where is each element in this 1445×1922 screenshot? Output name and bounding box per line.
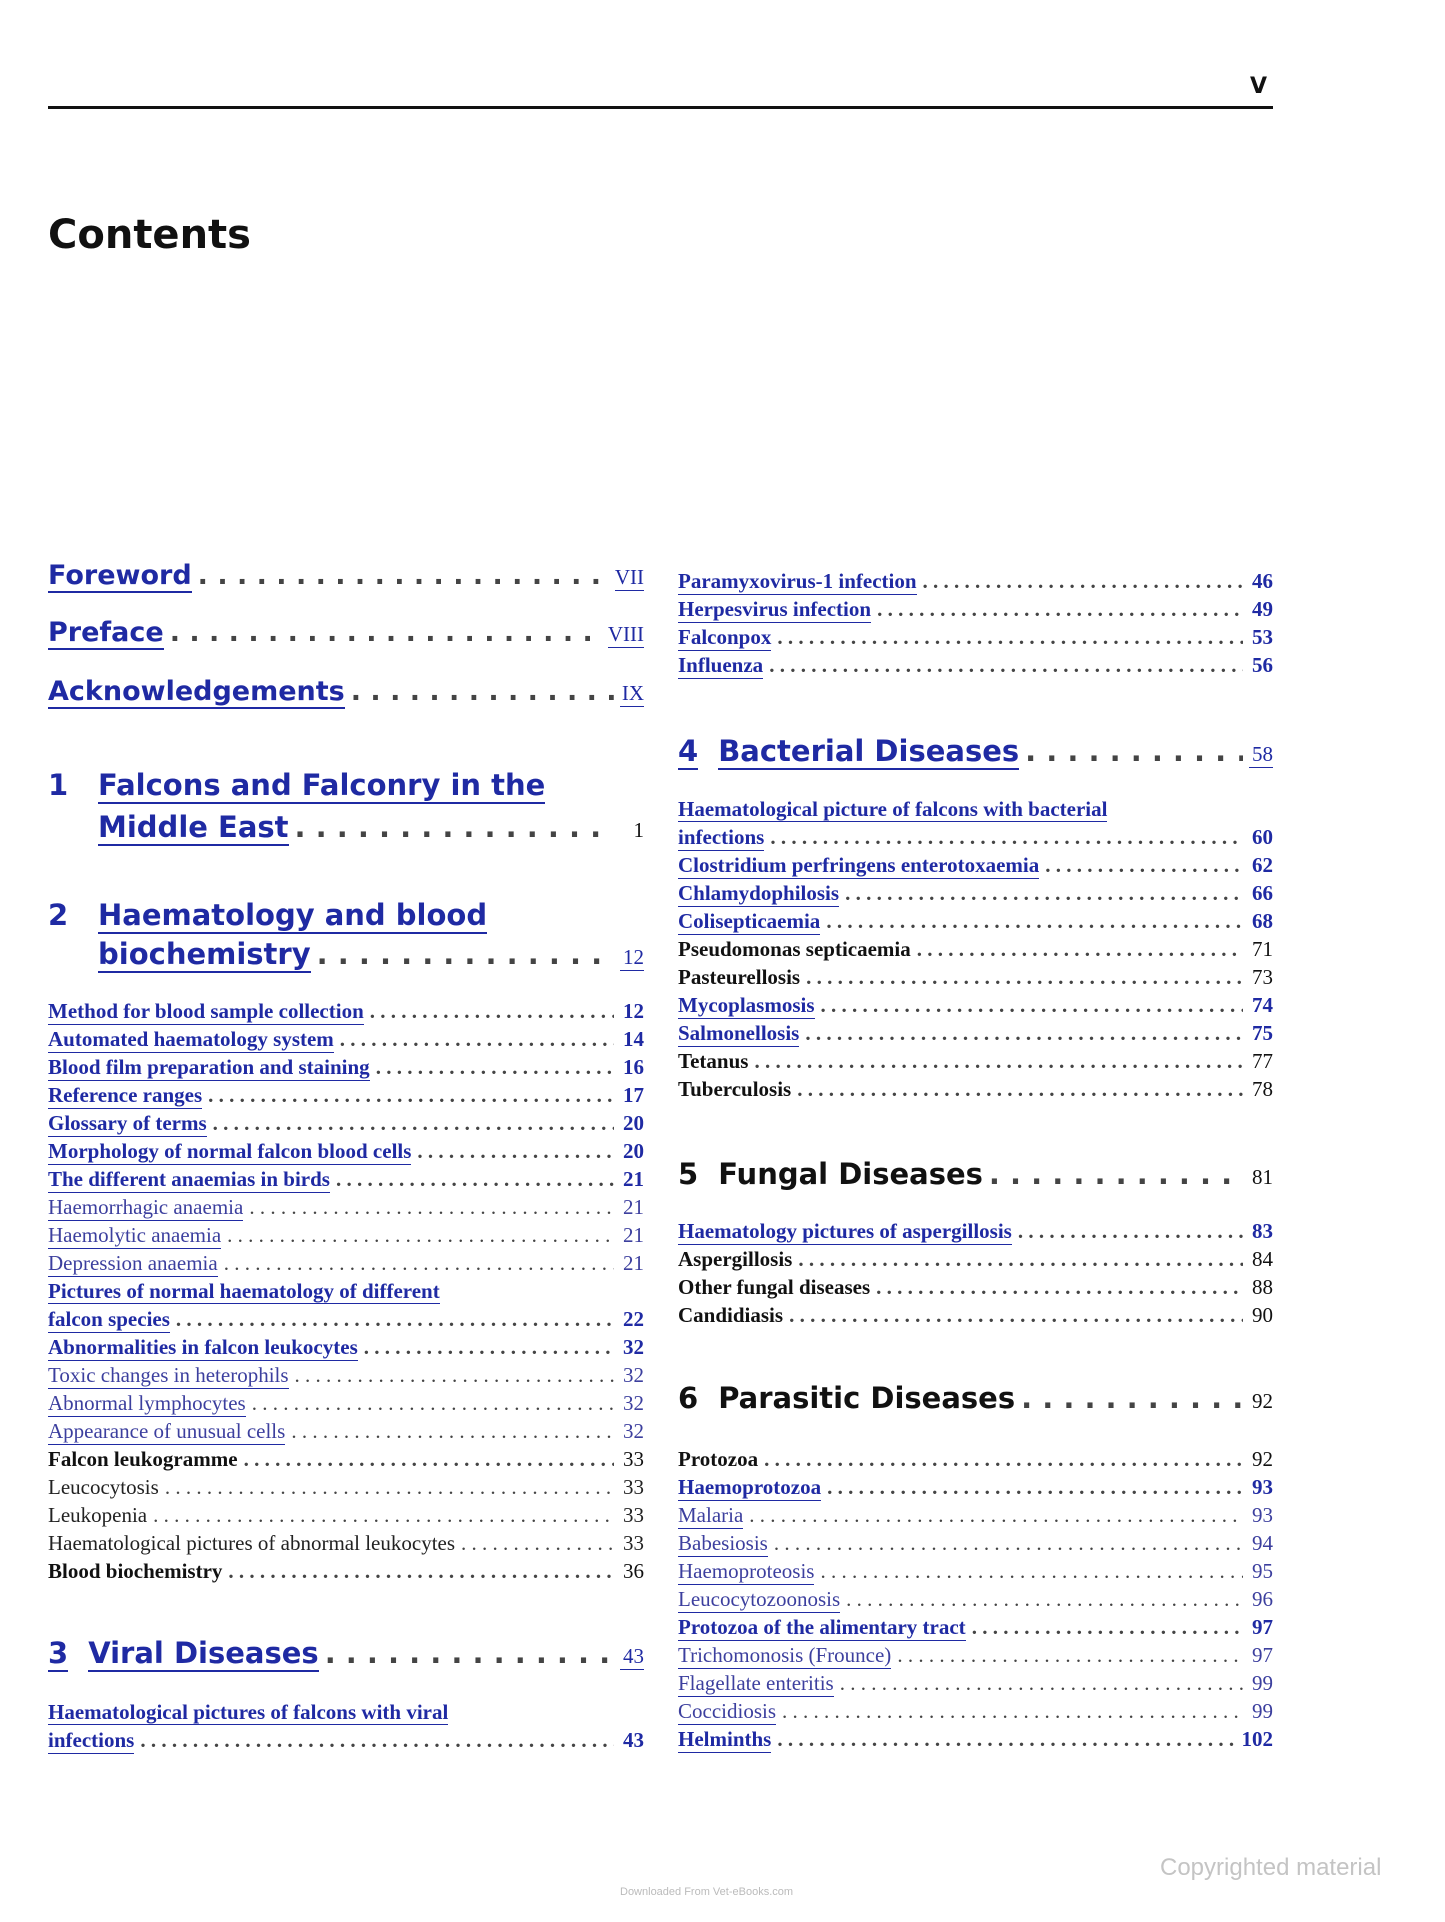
toc-entry (678, 1049, 1273, 1077)
copyright-watermark: Copyrighted material (1160, 1854, 1382, 1881)
toc-entry-label: Preface (48, 617, 164, 648)
leader-dots (249, 1195, 614, 1220)
chapter-title: Parasitic Diseases (718, 1381, 1016, 1415)
leader-dots (827, 1475, 1243, 1500)
toc-entry[interactable] (678, 1219, 1273, 1247)
toc-entry-label: Babesiosis (678, 1531, 768, 1555)
leader-dots (370, 999, 614, 1024)
toc-entry-page: 84 (1252, 1247, 1273, 1271)
toc-entry[interactable] (678, 653, 1273, 681)
chapter-title-line1: Haematology and blood (98, 898, 488, 932)
leader-dots (317, 937, 614, 971)
toc-subentry[interactable] (678, 1587, 1273, 1615)
toc-entry-page: 21 (623, 1195, 644, 1219)
toc-entry[interactable] (48, 1027, 644, 1055)
leader-dots (340, 1027, 614, 1052)
leader-dots (198, 560, 609, 591)
toc-entry-page: 71 (1252, 937, 1273, 961)
leader-dots (917, 937, 1243, 962)
toc-entry (678, 1447, 1273, 1475)
toc-entry[interactable] (678, 597, 1273, 625)
toc-entry-page: 16 (623, 1055, 644, 1079)
toc-entry-label: Pseudomonas septicaemia (678, 937, 911, 961)
toc-entry[interactable] (678, 569, 1273, 597)
leader-dots (770, 825, 1243, 850)
toc-entry-page: 102 (1241, 1727, 1273, 1751)
leader-dots (170, 617, 602, 648)
leader-dots (1045, 853, 1243, 878)
chapter-number: 1 (48, 768, 69, 802)
toc-entry-label: Haematological pictures of abnormal leukocytes (48, 1531, 456, 1555)
toc-entry-page: 12 (623, 999, 644, 1023)
toc-entry-page: 93 (1252, 1475, 1273, 1499)
toc-entry-page: 46 (1252, 569, 1273, 593)
toc-entry-viral-pictures-line1[interactable] (48, 1700, 448, 1725)
toc-entry-label: Influenza (678, 653, 764, 677)
toc-entry-label: Other fungal diseases (678, 1275, 871, 1299)
toc-entry-label: Pasteurellosis (678, 965, 801, 989)
toc-entry-label: Haematology pictures of aspergillosis (678, 1219, 1012, 1243)
toc-entry-label: Protozoa (678, 1447, 759, 1471)
toc-entry-page: 21 (623, 1167, 644, 1191)
leader-dots (797, 1077, 1243, 1102)
toc-entry-acknowledgements[interactable] (48, 676, 644, 710)
chapter-title: Bacterial Diseases (718, 734, 1020, 768)
toc-entry[interactable] (48, 1111, 644, 1139)
toc-entry-label: Aspergillosis (678, 1247, 793, 1271)
toc-entry-label: Haemolytic anaemia (48, 1223, 222, 1247)
toc-entry-page: 21 (623, 1251, 644, 1275)
toc-entry-label: Colisepticaemia (678, 909, 821, 933)
toc-entry-page: 32 (623, 1335, 644, 1359)
leader-dots (769, 653, 1243, 678)
leader-dots (291, 1419, 614, 1444)
leader-dots (252, 1391, 614, 1416)
leader-dots (989, 1157, 1243, 1191)
toc-subentry[interactable] (678, 1503, 1273, 1531)
toc-entry-label: Trichomonosis (Frounce) (678, 1643, 892, 1667)
toc-entry-label: Candidiasis (678, 1303, 784, 1327)
toc-entry-label: Herpesvirus infection (678, 597, 872, 621)
leader-dots (805, 1021, 1243, 1046)
toc-entry-label: The different anaemias in birds (48, 1167, 330, 1191)
toc-entry-page: 92 (1252, 1389, 1273, 1413)
toc-entry-label: Appearance of unusual cells (48, 1419, 286, 1443)
toc-entry-page: 88 (1252, 1275, 1273, 1299)
toc-entry-page: 1 (633, 818, 644, 842)
toc-entry-label: Abnormalities in falcon leukocytes (48, 1335, 358, 1359)
toc-subentry[interactable] (678, 1531, 1273, 1559)
toc-entry-label: Haemoproteosis (678, 1559, 815, 1583)
toc-entry-label: infections (48, 1728, 135, 1752)
toc-entry[interactable] (48, 999, 644, 1027)
leader-dots (876, 1275, 1243, 1300)
toc-entry-page: VIII (607, 622, 644, 646)
toc-entry-page: IX (621, 681, 644, 705)
toc-subentry[interactable] (48, 1251, 644, 1279)
leader-dots (789, 1303, 1243, 1328)
toc-entry-page: 43 (623, 1728, 644, 1752)
toc-entry-label: Paramyxovirus-1 infection (678, 569, 917, 593)
toc-entry-label: Salmonellosis (678, 1021, 800, 1045)
toc-entry-label: Falcon leukogramme (48, 1447, 238, 1471)
leader-dots (165, 1475, 614, 1500)
toc-entry-label: Flagellate enteritis (678, 1671, 834, 1695)
leader-dots (417, 1139, 614, 1164)
leader-dots (364, 1335, 614, 1360)
toc-entry[interactable] (48, 1083, 644, 1111)
leader-dots (846, 1587, 1243, 1612)
toc-entry-label: Leucocytosis (48, 1475, 159, 1499)
toc-subentry[interactable] (678, 1671, 1273, 1699)
chapter-title-line2: Middle East (98, 810, 289, 844)
leader-dots (351, 676, 614, 707)
leader-dots (224, 1251, 614, 1276)
toc-entry-label: infections (678, 825, 765, 849)
toc-entry-page: 92 (1252, 1447, 1273, 1471)
leader-dots (228, 1559, 614, 1584)
toc-entry-page: 62 (1252, 853, 1273, 877)
toc-entry-page: 49 (1252, 597, 1273, 621)
chapter-2-heading-line2[interactable] (98, 937, 644, 975)
toc-entry-page: 97 (1252, 1643, 1273, 1667)
toc-entry-page: 81 (1252, 1165, 1273, 1189)
toc-subentry (48, 1531, 644, 1559)
toc-entry-label: Abnormal lymphocytes (48, 1391, 246, 1415)
leader-dots (877, 597, 1243, 622)
leader-dots (244, 1447, 614, 1472)
toc-entry-page: 56 (1252, 653, 1273, 677)
toc-entry-label: Glossary of terms (48, 1111, 207, 1135)
toc-entry-label: Haemorrhagic anaemia (48, 1195, 244, 1219)
toc-entry-label: Malaria (678, 1503, 744, 1527)
toc-entry (678, 1247, 1273, 1275)
toc-entry[interactable] (678, 909, 1273, 937)
leader-dots (782, 1699, 1243, 1724)
toc-entry-label: Tetanus (678, 1049, 749, 1073)
chapter-1-heading-line2[interactable] (98, 810, 644, 848)
toc-entry-label: Acknowledgements (48, 676, 345, 707)
toc-entry (678, 1303, 1273, 1331)
header-rule (48, 106, 1273, 109)
toc-entry-page: 83 (1252, 1219, 1273, 1243)
toc-entry[interactable] (678, 993, 1273, 1021)
toc-entry-page: 33 (623, 1447, 644, 1471)
page-number: V (1250, 74, 1268, 99)
toc-entry-page: 14 (623, 1027, 644, 1051)
toc-entry-label: Morphology of normal falcon blood cells (48, 1139, 412, 1163)
leader-dots (1018, 1219, 1243, 1244)
chapter-title-line1: Falcons and Falconry in the (98, 768, 546, 802)
toc-entry-page: 78 (1252, 1077, 1273, 1101)
toc-entry[interactable] (48, 1055, 644, 1083)
toc-entry-bacterial-pictures-line2[interactable] (678, 825, 1273, 853)
toc-entry-page: 20 (623, 1111, 644, 1135)
chapter-title: Fungal Diseases (718, 1157, 983, 1191)
toc-entry-page: 36 (623, 1559, 644, 1583)
leader-dots (376, 1055, 614, 1080)
toc-entry[interactable] (678, 853, 1273, 881)
leader-dots (806, 965, 1243, 990)
toc-entry[interactable] (678, 1615, 1273, 1643)
toc-entry-label: Toxic changes in heterophils (48, 1363, 289, 1387)
toc-subentry[interactable] (678, 1559, 1273, 1587)
chapter-number: 3 (48, 1636, 69, 1670)
toc-entry-foreword[interactable] (48, 560, 644, 594)
toc-entry-page: 32 (623, 1391, 644, 1415)
toc-entry[interactable] (678, 1475, 1273, 1503)
toc-entry-page: 33 (623, 1503, 644, 1527)
toc-entry-page: 96 (1252, 1587, 1273, 1611)
toc-entry-label: Reference ranges (48, 1083, 203, 1107)
download-source-note: Downloaded From Vet-eBooks.com (620, 1886, 794, 1898)
chapter-4-heading[interactable] (678, 734, 1273, 772)
chapter-5-heading (678, 1157, 1273, 1195)
toc-entry-page: 97 (1252, 1615, 1273, 1639)
toc-entry-page: 68 (1252, 909, 1273, 933)
leader-dots (227, 1223, 614, 1248)
chapter-6-heading (678, 1381, 1273, 1419)
chapter-1-heading-line1[interactable] (48, 768, 644, 806)
toc-entry (48, 1559, 644, 1587)
leader-dots (140, 1728, 614, 1753)
leader-dots (821, 993, 1244, 1018)
chapter-title-line2: biochemistry (98, 937, 311, 971)
toc-entry[interactable] (678, 1727, 1273, 1755)
toc-entry-page: 17 (623, 1083, 644, 1107)
toc-entry-page: 58 (1249, 742, 1273, 768)
toc-entry-label: Leucocytozoonosis (678, 1587, 841, 1611)
toc-entry-label: Method for blood sample collection (48, 999, 364, 1023)
leader-dots (749, 1503, 1243, 1528)
toc-entry-page: 32 (623, 1363, 644, 1387)
chapter-number: 2 (48, 898, 69, 932)
toc-entry-label: Depression anaemia (48, 1251, 218, 1275)
toc-entry (678, 1077, 1273, 1105)
toc-entry-page: 74 (1252, 993, 1273, 1017)
toc-entry-page: 99 (1252, 1671, 1273, 1695)
toc-entry-page: 66 (1252, 881, 1273, 905)
toc-entry-page: 73 (1252, 965, 1273, 989)
toc-entry-page: 33 (623, 1475, 644, 1499)
leader-dots (1021, 1381, 1243, 1415)
toc-entry-page: 53 (1252, 625, 1273, 649)
toc-entry-label: Clostridium perfringens enterotoxaemia (678, 853, 1040, 877)
leader-dots (208, 1083, 614, 1108)
toc-entry (678, 965, 1273, 993)
toc-entry-label: Protozoa of the alimentary tract (678, 1615, 966, 1639)
toc-entry-page: 95 (1252, 1559, 1273, 1583)
toc-entry-pictures-normal-line2[interactable] (48, 1307, 644, 1335)
leader-dots (845, 881, 1243, 906)
toc-entry[interactable] (678, 1021, 1273, 1049)
leader-dots (972, 1615, 1243, 1640)
toc-entry-label: Foreword (48, 560, 192, 591)
page-title: Contents (48, 212, 251, 258)
leader-dots (923, 569, 1243, 594)
leader-dots (153, 1503, 614, 1528)
toc-entry-page: 90 (1252, 1303, 1273, 1327)
toc-entry-label: Haematological picture of falcons with bacterial (678, 797, 1108, 821)
chapter-number: 6 (678, 1381, 699, 1415)
toc-subentry[interactable] (678, 1643, 1273, 1671)
toc-entry-page: 32 (623, 1419, 644, 1443)
toc-entry[interactable] (48, 1335, 644, 1363)
toc-entry-bacterial-pictures-line1[interactable] (678, 797, 1107, 822)
leader-dots (764, 1447, 1243, 1472)
toc-entry-label: Blood biochemistry (48, 1559, 223, 1583)
chapter-number: 5 (678, 1157, 699, 1191)
toc-subentry[interactable] (48, 1195, 644, 1223)
toc-entry[interactable] (48, 1167, 644, 1195)
toc-entry-page: 22 (623, 1307, 644, 1331)
leader-dots (325, 1636, 614, 1670)
leader-dots (176, 1307, 614, 1332)
leader-dots (774, 1531, 1243, 1556)
toc-entry-viral-pictures-line2[interactable] (48, 1728, 644, 1756)
toc-entry-page: 94 (1252, 1531, 1273, 1555)
toc-entry (678, 937, 1273, 965)
toc-subentry[interactable] (48, 1363, 644, 1391)
toc-entry-page: 12 (620, 945, 644, 971)
toc-entry[interactable] (678, 881, 1273, 909)
leader-dots (798, 1247, 1243, 1272)
toc-entry-page: 20 (623, 1139, 644, 1163)
toc-entry-page: 60 (1252, 825, 1273, 849)
toc-entry (48, 1447, 644, 1475)
leader-dots (840, 1671, 1243, 1696)
chapter-number: 4 (678, 734, 699, 768)
leader-dots (826, 909, 1243, 934)
toc-subentry[interactable] (48, 1419, 644, 1447)
leader-dots (295, 810, 614, 844)
toc-subentry[interactable] (48, 1223, 644, 1251)
toc-entry (678, 1275, 1273, 1303)
toc-entry-label: Falconpox (678, 625, 772, 649)
toc-entry-page: 75 (1252, 1021, 1273, 1045)
toc-entry-label: Haematological pictures of falcons with viral (48, 1700, 449, 1724)
toc-entry-page: 33 (623, 1531, 644, 1555)
toc-entry-label: Automated haematology system (48, 1027, 334, 1051)
leader-dots (461, 1531, 614, 1556)
toc-entry-page: 93 (1252, 1503, 1273, 1527)
leader-dots (777, 625, 1243, 650)
leader-dots (754, 1049, 1243, 1074)
toc-subentry (48, 1503, 644, 1531)
toc-entry-label: Pictures of normal haematology of different (48, 1279, 440, 1303)
toc-entry-preface[interactable] (48, 617, 644, 651)
toc-entry[interactable] (48, 1139, 644, 1167)
leader-dots (336, 1167, 614, 1192)
toc-entry-pictures-normal-line1[interactable] (48, 1279, 440, 1304)
toc-entry-label: falcon species (48, 1307, 170, 1331)
toc-entry-label: Mycoplasmosis (678, 993, 815, 1017)
toc-entry-label: Haemoprotozoa (678, 1475, 822, 1499)
toc-entry-page: 43 (620, 1644, 644, 1670)
leader-dots (897, 1643, 1243, 1668)
toc-entry-page: VII (614, 565, 644, 589)
toc-subentry[interactable] (48, 1391, 644, 1419)
toc-entry-label: Helminths (678, 1727, 772, 1751)
toc-entry-page: 99 (1252, 1699, 1273, 1723)
toc-entry-label: Tuberculosis (678, 1077, 792, 1101)
leader-dots (1025, 734, 1243, 768)
toc-entry[interactable] (678, 625, 1273, 653)
toc-entry-label: Coccidiosis (678, 1699, 776, 1723)
chapter-title: Viral Diseases (88, 1636, 319, 1670)
toc-subentry (48, 1475, 644, 1503)
toc-entry-label: Chlamydophilosis (678, 881, 840, 905)
leader-dots (777, 1727, 1235, 1752)
leader-dots (213, 1111, 614, 1136)
toc-entry-label: Leukopenia (48, 1503, 148, 1527)
toc-entry-label: Blood film preparation and staining (48, 1055, 370, 1079)
chapter-3-heading[interactable] (48, 1636, 644, 1674)
toc-entry-page: 77 (1252, 1049, 1273, 1073)
toc-entry-page: 21 (623, 1223, 644, 1247)
toc-subentry[interactable] (678, 1699, 1273, 1727)
leader-dots (820, 1559, 1243, 1584)
leader-dots (295, 1363, 614, 1388)
chapter-2-heading-line1[interactable] (48, 898, 644, 936)
